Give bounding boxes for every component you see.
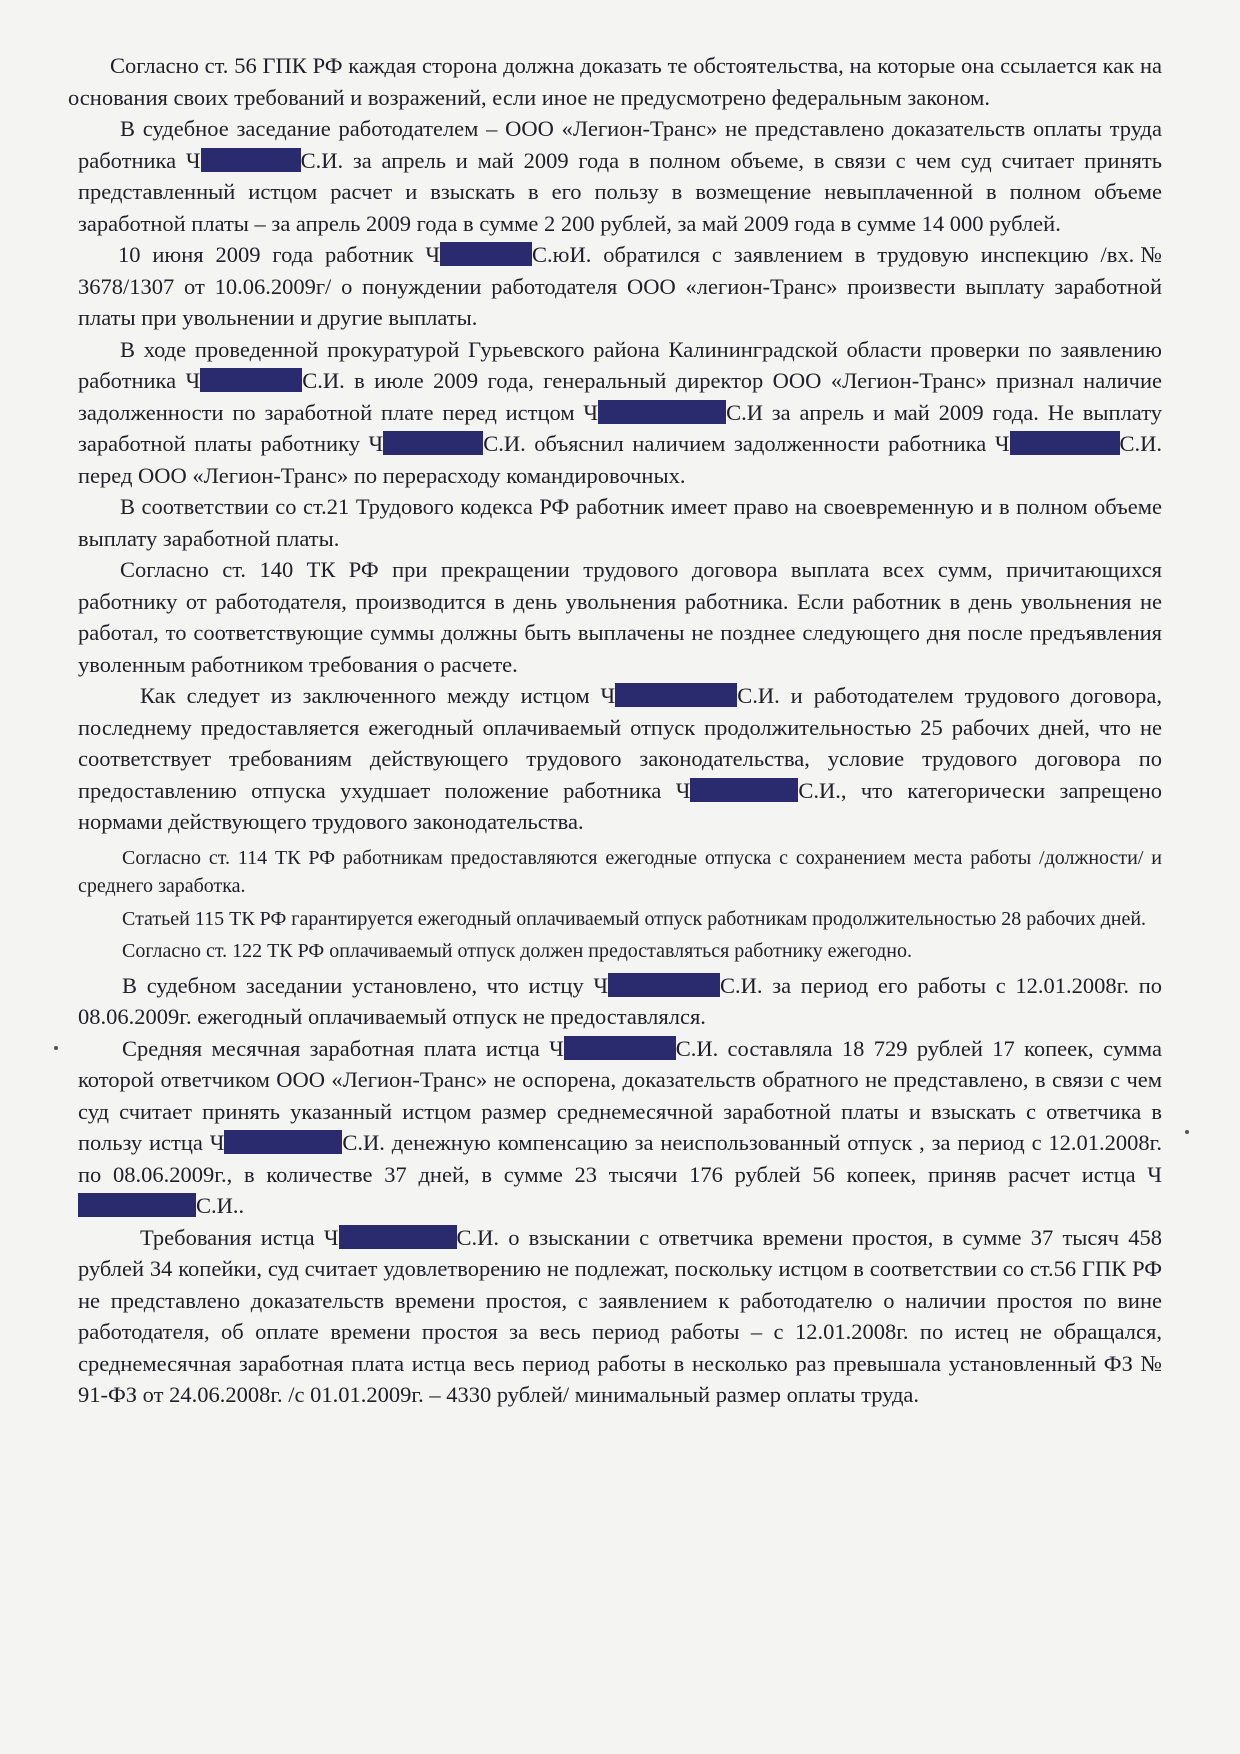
paragraph-text: Как следует из заключенного между истцом Ч	[140, 683, 616, 708]
redaction-box	[200, 368, 302, 392]
scan-speck	[54, 1046, 58, 1050]
paragraph-text: С.И. о взыскании с ответчика времени простоя, в сумме 37 тысяч 458 рублей 34 копейки, суд считает удовлетворению не подлежат, поскольку истцом в соответствии со ст.56 ГПК РФ не представлено доказательств времени простоя, с заявлением к работодателю о наличии простоя по вине работодателя, об оплате времени простоя за весь период работы – с 12.01.2008г. по истец не обращался, среднемесячная заработная плата истца весь период работы в несколько раз превышала установленный ФЗ № 91-ФЗ от 24.06.2008г. /с 01.01.2009г. – 4330 рублей/ минимальный размер оплаты труда.	[78, 1224, 1163, 1407]
paragraph-text: С.И..	[196, 1193, 245, 1218]
redaction-box	[383, 431, 483, 455]
paragraph-tk-21	[78, 491, 1162, 554]
redaction-box	[78, 1193, 196, 1217]
scan-speck	[1185, 1130, 1189, 1134]
redaction-box	[608, 973, 720, 997]
paragraph-tk-122	[78, 937, 1162, 966]
paragraph-compensation	[78, 1033, 1162, 1222]
paragraph-text: В ходе проведенной прокуратурой Гурьевского района Калининградской области проверки по заявлению работника Ч	[78, 336, 1162, 393]
redaction-box	[339, 1225, 457, 1249]
paragraph-downtime-claim	[78, 1222, 1162, 1411]
redaction-box	[564, 1036, 676, 1060]
redaction-box	[615, 683, 737, 707]
paragraph-text: С.И за апрель и май 2009 года. Не выплату заработной платы работнику Ч	[78, 399, 1162, 456]
paragraph-text: С.И., что категорически запрещено нормами действующего трудового законодательства.	[78, 777, 1162, 834]
paragraph-text: Требования истца Ч	[140, 1224, 339, 1250]
paragraph-text: С.И. в июле 2009 года, генеральный директор ООО «Легион-Транс» признал наличие задолженности по заработной плате перед истцом Ч	[78, 368, 1162, 425]
paragraph-text: Согласно ст. 140 ТК РФ при прекращении трудового договора выплата всех сумм, причитающихся работнику от работодателя, производится в день увольнения работника. Если работник в день увольнения не работал, то соответствующие суммы должны быть выплачены не позднее следующего дня после предъявления уволенным работником требования о расчете.	[78, 557, 1162, 677]
redaction-box	[690, 778, 798, 802]
paragraph-prosecutor-check	[78, 334, 1162, 492]
paragraph-text: В соответствии со ст.21 Трудового кодекса РФ работник имеет право на своевременную и в полном объеме выплату заработной платы.	[78, 494, 1162, 551]
redaction-box	[1010, 431, 1120, 455]
paragraph-text: Средняя месячная заработная плата истца Ч	[122, 1035, 564, 1061]
paragraph-text: С.юИ. обратился с заявлением в трудовую инспекцию /вх.№ 3678/1307 от 10.06.2009г/ о понуждении работодателя ООО «легион-Транс» произвести выплату заработной платы при увольнении и другие выплаты.	[78, 242, 1162, 330]
paragraph-text: С.И. перед ООО «Легион-Транс» по перерасходу командировочных.	[78, 431, 1163, 488]
paragraph-gpk-56	[68, 50, 1162, 113]
paragraph-text: С.И. объяснил наличием задолженности работника Ч	[483, 431, 1010, 456]
redaction-box	[201, 148, 301, 172]
paragraph-text: Статьей 115 ТК РФ гарантируется ежегодный оплачиваемый отпуск работникам продолжительностью 28 рабочих дней.	[122, 907, 1147, 930]
paragraph-text: В судебное заседание работодателем – ООО «Легион-Транс» не представлено доказательств оплаты труда работника Ч	[78, 116, 1162, 173]
paragraph-text: Согласно ст. 122 ТК РФ оплачиваемый отпуск должен предоставляться работнику ежегодно.	[122, 940, 912, 962]
paragraph-text: С.И. за период его работы с 12.01.2008г. по 08.06.2009г. ежегодный оплачиваемый отпуск не предоставлялся.	[78, 972, 1162, 1029]
paragraph-text: Согласно ст. 114 ТК РФ работникам предоставляются ежегодные отпуска с сохранением места работы /должности/ и среднего заработка.	[78, 846, 1162, 897]
paragraph-text: С.И. за апрель и май 2009 года в полном объеме, в связи с чем суд считает принять представленный истцом расчет и взыскать в его пользу в возмещение невыплаченной в полном объеме заработной платы – за апрель 2009 года в сумме 2 200 рублей, за май 2009 года в сумме 14 000 рублей.	[78, 147, 1162, 236]
paragraph-text: С.И. денежную компенсацию за неиспользованный отпуск , за период с 12.01.2008г. по 08.06.2009г., в количестве 37 дней, в сумме 23 тысячи 176 рублей 56 копеек, приняв расчет истца Ч	[78, 1130, 1162, 1187]
paragraph-text: В судебном заседании установлено, что истцу Ч	[122, 972, 609, 998]
paragraph-text: С.И. составляла 18 729 рублей 17 копеек, сумма которой ответчиком ООО «Легион-Транс» не оспорена, доказательств обратного не представлено, в связи с чем суд считает принять указанный истцом размер среднемесячной заработной платы и взыскать с ответчика в пользу истца Ч	[78, 1035, 1162, 1155]
paragraph-text: С.И. и работодателем трудового договора, последнему предоставляется ежегодный оплачиваемый отпуск продолжительностью 25 рабочих дней, что не соответствует требованиям действующего трудового законодательства, условие трудового договора по предоставлению отпуска ухудшает положение работника Ч	[78, 683, 1162, 803]
redaction-box	[224, 1130, 342, 1154]
paragraph-unpaid-wages	[78, 113, 1162, 239]
redaction-box	[440, 242, 532, 266]
paragraph-text: Согласно ст. 56 ГПК РФ каждая сторона должна доказать те обстоятельства, на которые она ссылается как на основания своих требований и возражений, если иное не предусмотрено федеральным законом.	[68, 53, 1162, 110]
redaction-box	[598, 400, 726, 424]
paragraph-tk-140	[78, 554, 1162, 680]
paragraph-text: 10 июня 2009 года работник Ч	[118, 242, 441, 267]
paragraph-leave-not-granted	[78, 970, 1162, 1033]
paragraph-tk-114	[78, 844, 1162, 901]
paragraph-tk-115	[78, 905, 1162, 934]
paragraph-employment-contract	[78, 680, 1162, 838]
paragraph-labour-inspection	[78, 239, 1162, 334]
